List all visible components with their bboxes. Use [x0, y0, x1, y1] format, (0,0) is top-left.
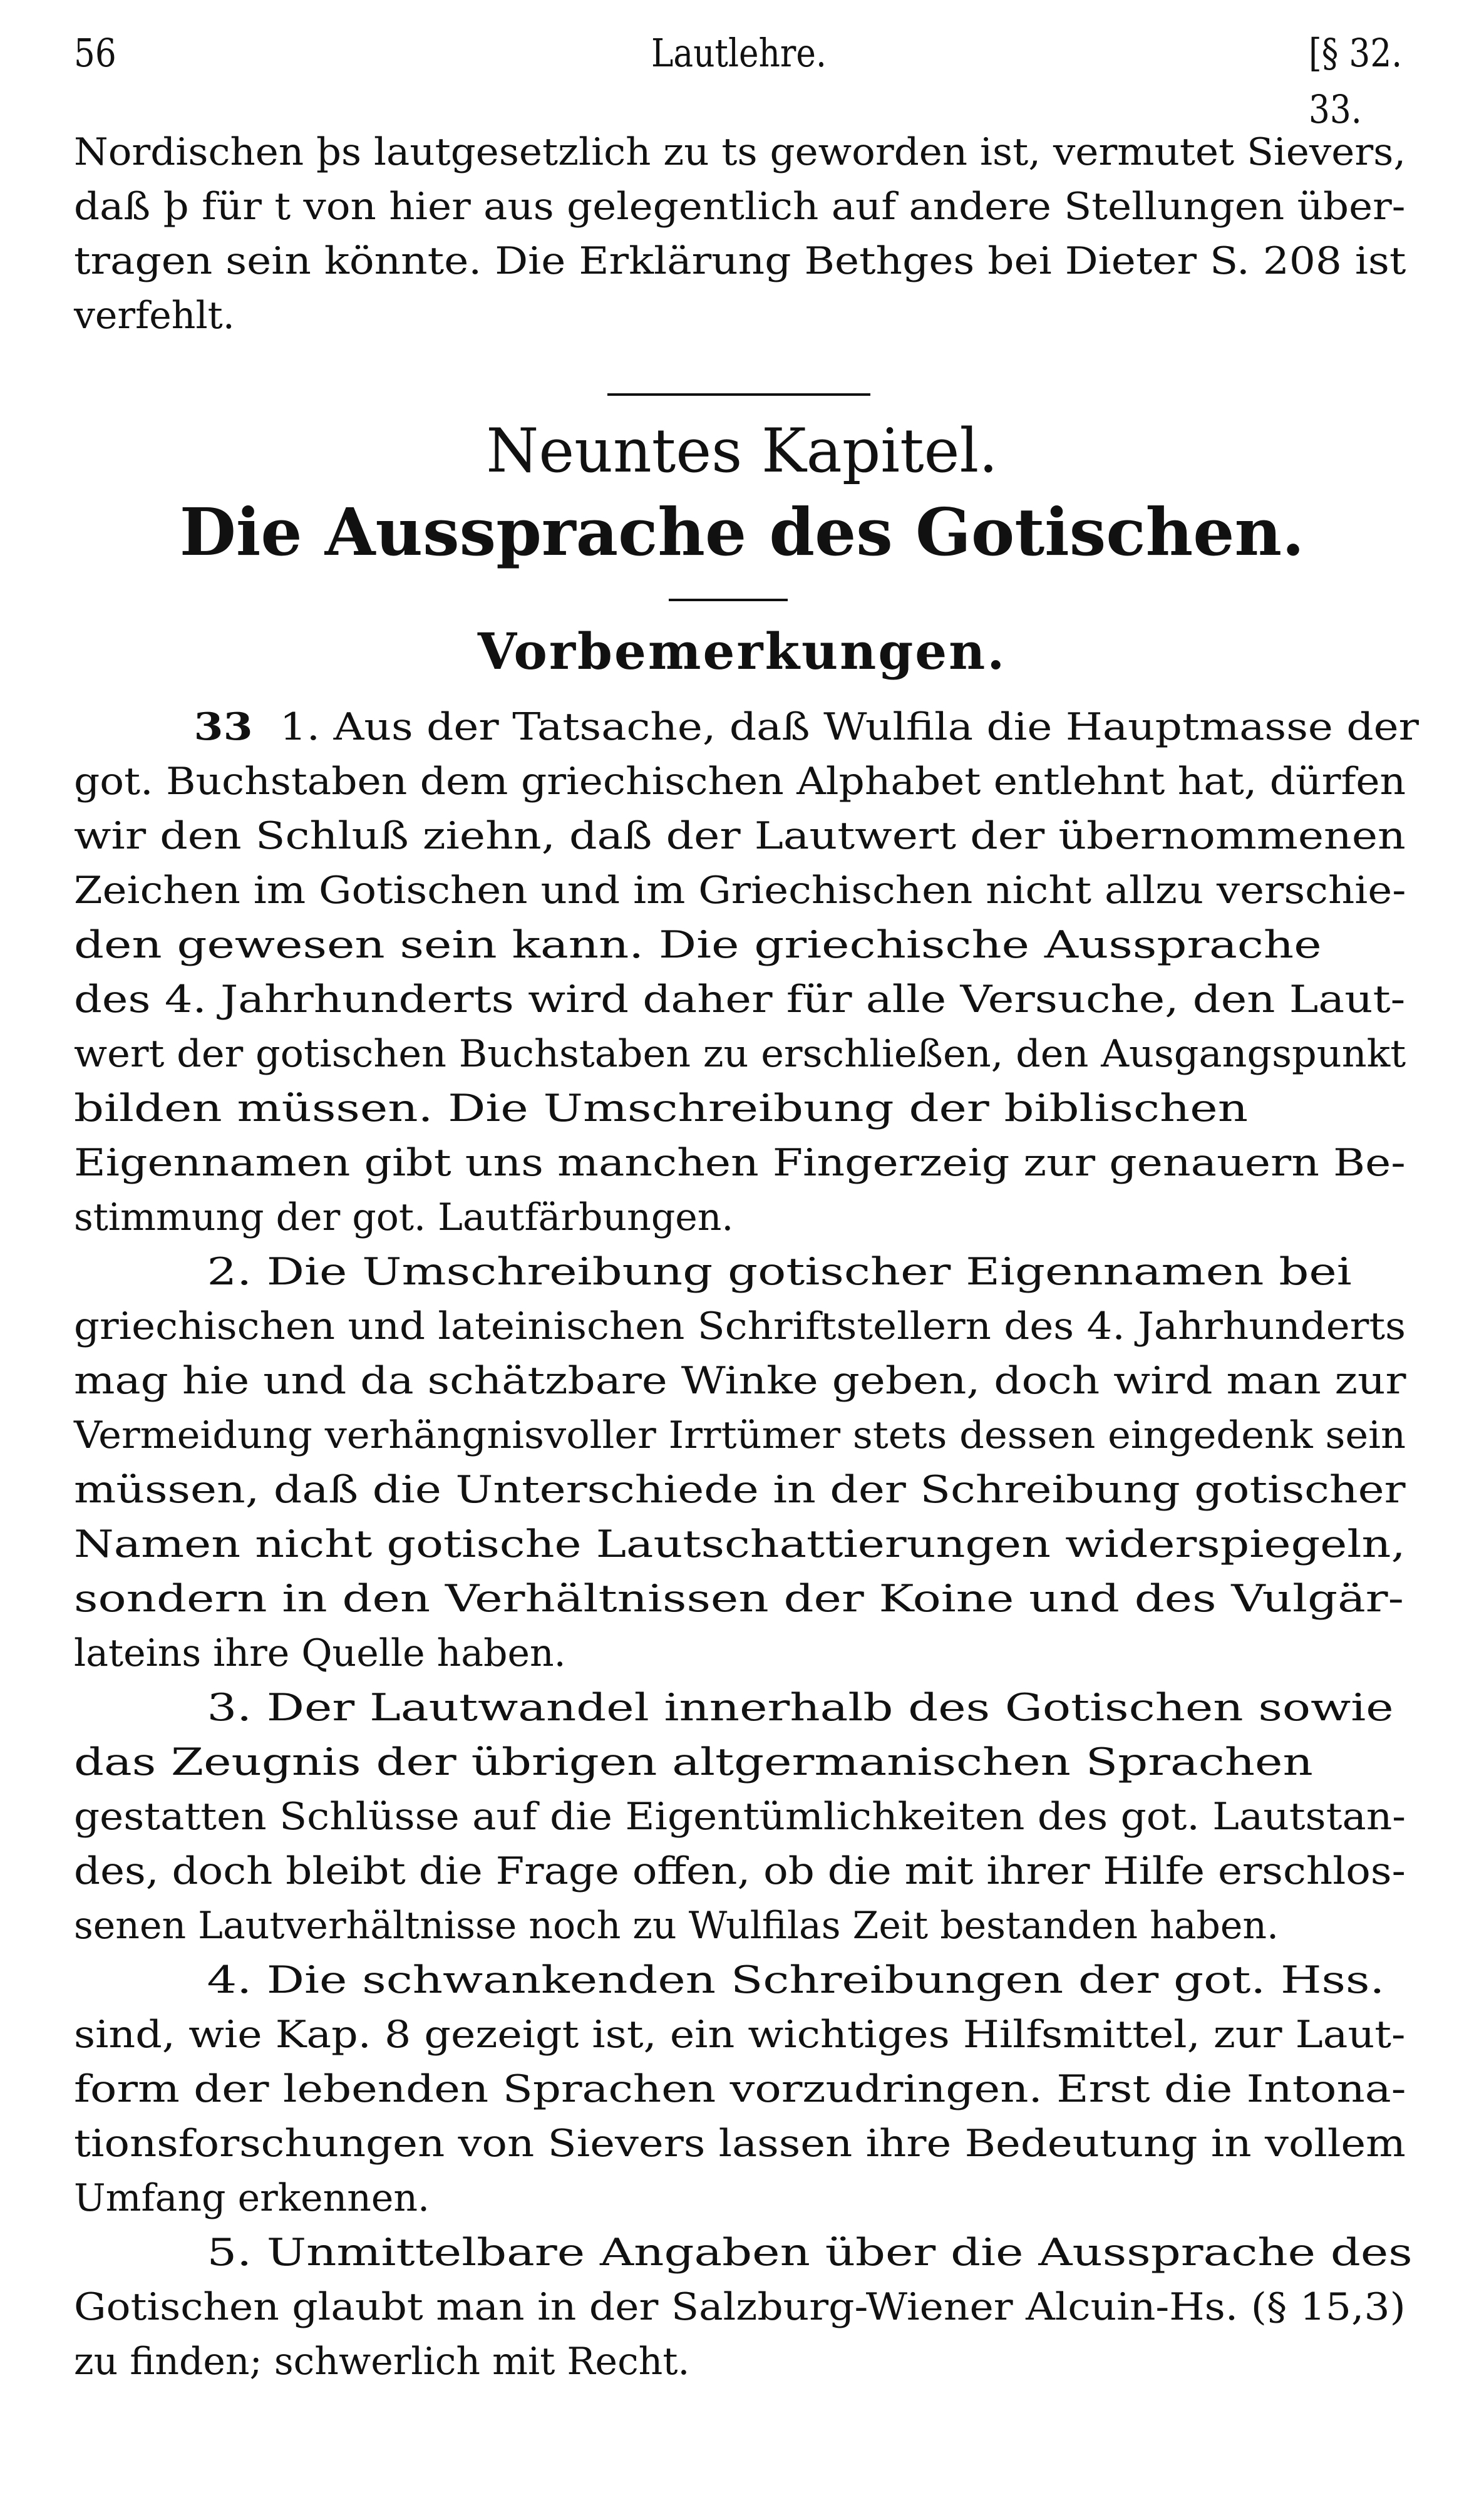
- text-line: Gotischen glaubt man in der Salzburg-Wiener Alcuin-Hs. (§ 15,3): [74, 2285, 1406, 2329]
- text-line: mag hie und da schätzbare Winke geben, doch wird man zur: [74, 1359, 1406, 1403]
- text-line: lateins ihre Quelle haben.: [74, 1631, 566, 1675]
- text-line: wert der gotischen Buchstaben zu erschließen, den Ausgangspunkt: [74, 1032, 1406, 1076]
- text-line: Zeichen im Gotischen und im Griechischen nicht allzu verschie-: [74, 869, 1406, 912]
- text-line: sind, wie Kap. 8 gezeigt ist, ein wichtiges Hilfsmittel, zur Laut-: [74, 2013, 1406, 2057]
- text-line: bilden müssen. Die Umschreibung der biblischen: [74, 1087, 1248, 1130]
- text-line: senen Lautverhältnisse noch zu Wulfilas Zeit bestanden haben.: [74, 1904, 1279, 1948]
- text-line: Vermeidung verhängnisvoller Irrtümer stets dessen eingedenk sein: [74, 1413, 1406, 1457]
- text-line: gestatten Schlüsse auf die Eigentümlichkeiten des got. Lautstan-: [74, 1795, 1406, 1839]
- text-line: des 4. Jahrhunderts wird daher für alle Versuche, den Laut-: [74, 978, 1406, 1021]
- text-line: tionsforschungen von Sievers lassen ihre Bedeutung in vollem: [74, 2122, 1406, 2166]
- text-line: Der Lautwandel innerhalb des Gotischen sowie: [266, 1686, 1394, 1730]
- section-33-body: [74, 700, 1419, 2389]
- chapter-title: Die Aussprache des Gotischen.: [179, 493, 1305, 571]
- text-line: wir den Schluß ziehn, daß der Lautwert der übernommenen: [74, 814, 1406, 858]
- text-line: den gewesen sein kann. Die griechische Aussprache: [74, 923, 1322, 967]
- paragraph-5-first-line: [74, 2226, 1484, 2280]
- chapter-number-heading: Neuntes Kapitel.: [486, 416, 998, 486]
- text-line: sondern in den Verhältnissen der Koine und des Vulgär-: [74, 1577, 1404, 1621]
- paragraph-1-first-line: [74, 700, 1484, 755]
- paragraph-label: 5.: [207, 2231, 252, 2275]
- text-line: Die schwankenden Schreibungen der got. Hss.: [266, 1958, 1385, 2002]
- chapter-divider: [669, 599, 788, 601]
- text-line: des, doch bleibt die Frage offen, ob die mit ihrer Hilfe erschlos-: [74, 1849, 1406, 1893]
- section-number: 33: [193, 705, 253, 749]
- text-line: stimmung der got. Lautfärbungen.: [74, 1196, 734, 1239]
- text-line: verfehlt.: [74, 294, 235, 338]
- text-line: tragen sein könnte. Die Erklärung Bethges bei Dieter S. 208 ist: [74, 239, 1406, 283]
- text-line: Eigennamen gibt uns manchen Fingerzeig zur genauern Be-: [74, 1141, 1406, 1185]
- paragraph-label: 2.: [207, 1250, 252, 1294]
- text-line: daß þ für t von hier aus gelegentlich auf andere Stellungen über-: [74, 185, 1406, 229]
- text-line: Unmittelbare Angaben über die Aussprache des: [266, 2231, 1413, 2275]
- page-number: 56: [74, 30, 116, 76]
- text-line: Aus der Tatsache, daß Wulfila die Hauptmasse der: [333, 705, 1419, 749]
- text-line: griechischen und lateinischen Schriftstellern des 4. Jahrhunderts: [74, 1304, 1406, 1348]
- text-line: zu finden; schwerlich mit Recht.: [74, 2340, 690, 2384]
- section-reference: [§ 32. 33.: [1309, 30, 1403, 132]
- paragraph-label: 4.: [207, 1958, 252, 2002]
- paragraph-4-first-line: [74, 1953, 1484, 2008]
- section-heading: Vorbemerkungen.: [477, 622, 1007, 681]
- text-line: Namen nicht gotische Lautschattierungen widerspiegeln,: [74, 1522, 1406, 1566]
- text-line: müssen, daß die Unterschiede in der Schreibung gotischer: [74, 1468, 1406, 1512]
- text-line: got. Buchstaben dem griechischen Alphabet entlehnt hat, dürfen: [74, 760, 1406, 803]
- paragraph-label: 3.: [207, 1686, 252, 1730]
- text-line: Die Umschreibung gotischer Eigennamen bei: [266, 1250, 1352, 1294]
- text-line: form der lebenden Sprachen vorzudringen. Erst die Intona-: [74, 2067, 1406, 2111]
- paragraph-3-first-line: [74, 1681, 1484, 1735]
- continuation-paragraph: [74, 125, 1406, 343]
- running-title: Lautlehre.: [651, 30, 827, 76]
- text-line: Umfang erkennen.: [74, 2176, 430, 2220]
- text-line: Nordischen þs lautgesetzlich zu ts geworden ist, vermutet Sievers,: [74, 130, 1406, 174]
- paragraph-label: 1.: [279, 705, 321, 749]
- paragraph-2-first-line: [74, 1245, 1484, 1299]
- text-line: das Zeugnis der übrigen altgermanischen Sprachen: [74, 1740, 1313, 1784]
- section-divider: [607, 393, 870, 396]
